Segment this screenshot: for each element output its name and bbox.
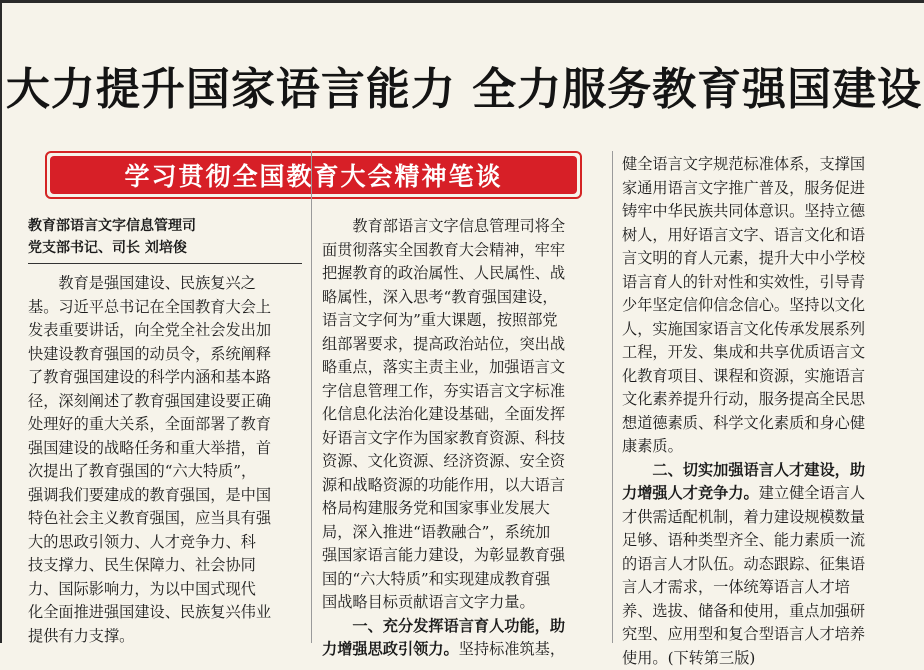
text-line: 教育是强国建设、民族复兴之 — [28, 272, 302, 296]
author-byline — [28, 215, 302, 264]
text-line: 好语言文字作为国家教育资源、科技 — [322, 427, 604, 451]
text-line: 足够、语种类型齐全、能力素质一流 — [622, 529, 906, 553]
article-column-3 — [622, 153, 906, 670]
text-line: 技支撑力、民生保障力、社会协同 — [28, 554, 302, 578]
text-line: 组部署要求，提高政治站位，突出战 — [322, 333, 604, 357]
text-line: 想道德素质、科学文化素质和身心健 — [622, 412, 906, 436]
text-line: 基。习近平总书记在全国教育大会上 — [28, 296, 302, 320]
text-line: 化教育项目、课程和资源，实施语言 — [622, 365, 906, 389]
text-line: 康素质。 — [622, 435, 906, 459]
text-line: 资源、文化资源、经济资源、安全资 — [322, 450, 604, 474]
text-line: 国的“六大特质”和实现建成教育强 — [322, 568, 604, 592]
text-line: 教育部语言文字信息管理司将全 — [322, 215, 604, 239]
text-line: 强调我们要建成的教育强国，是中国 — [28, 484, 302, 508]
section-heading-1-end: 力增强思政引领力。 — [322, 640, 459, 658]
text-line: 家通用语言文字推广普及，服务促进 — [622, 177, 906, 201]
text-line: 人，实施国家语言文化传承发展系列 — [622, 318, 906, 342]
text-line: 局，深入推进“语教融合”，系统加 — [322, 521, 604, 545]
author-title-name: 党支部书记、司长 刘培俊 — [28, 237, 302, 259]
text-line: 快建设教育强国的动员令，系统阐释 — [28, 343, 302, 367]
section-2-text-start: 建立健全语言人 — [759, 484, 865, 502]
continued-note: 使用。(下转第三版) — [622, 647, 906, 670]
text-line: 源和战略资源的功能作用，以大语言 — [322, 474, 604, 498]
text-line: 养、选拔、储备和使用，重点加强研 — [622, 600, 906, 624]
section-heading-2: 二、切实加强语言人才建设，助 — [622, 459, 906, 483]
col1-paragraph — [28, 272, 302, 648]
section-heading-2-end: 力增强人才竞争力。 — [622, 484, 759, 502]
headline: 大力提升国家语言能力 全力服务教育强国建设 — [2, 53, 924, 117]
text-line: 少年坚定信仰信念信心。坚持以文化 — [622, 294, 906, 318]
text-line: 格局构建服务党和国家事业发展大 — [322, 497, 604, 521]
section-heading-1-line2 — [322, 638, 604, 662]
text-line: 化信息化法治化建设基础，全面发挥 — [322, 403, 604, 427]
text-line: 略属性，深入思考“教育强国建设， — [322, 286, 604, 310]
text-line: 强国家语言能力建设，为彰显教育强 — [322, 544, 604, 568]
text-line: 工程，开发、集成和共享优质语言文 — [622, 341, 906, 365]
column-banner — [45, 151, 582, 199]
text-line: 语言文字何为”重大课题，按照部党 — [322, 309, 604, 333]
text-line: 提供有力支撑。 — [28, 625, 302, 649]
text-line: 了教育强国建设的科学内涵和基本路 — [28, 366, 302, 390]
text-line: 才供需适配机制，着力建设规模数量 — [622, 506, 906, 530]
text-line: 化全面推进强国建设、民族复兴伟业 — [28, 601, 302, 625]
section-heading-1: 一、充分发挥语言育人功能，助 — [322, 615, 604, 639]
text-line: 次提出了教育强国的“六大特质”， — [28, 460, 302, 484]
text-line: 的语言人才队伍。动态跟踪、征集语 — [622, 553, 906, 577]
text-line: 国战略目标贡献语言文字力量。 — [322, 591, 604, 615]
column-banner-text: 学习贯彻全国教育大会精神笔谈 — [50, 156, 577, 194]
text-line: 言文明的育人元素，提升大中小学校 — [622, 247, 906, 271]
text-line: 发表重要讲话，向全党全社会发出加 — [28, 319, 302, 343]
text-line: 处理好的重大关系，全面部署了教育 — [28, 413, 302, 437]
text-line: 文化素养提升行动，服务提高全民思 — [622, 388, 906, 412]
section-1-text-start: 坚持标准筑基， — [459, 640, 565, 658]
author-org: 教育部语言文字信息管理司 — [28, 215, 302, 237]
text-line: 言人才需求，一体统筹语言人才培 — [622, 576, 906, 600]
text-line: 力、国际影响力，为以中国式现代 — [28, 578, 302, 602]
section-heading-2-line2 — [622, 482, 906, 506]
column-divider-1 — [311, 151, 312, 643]
text-line: 铸牢中华民族共同体意识。坚持立德 — [622, 200, 906, 224]
text-line: 字信息管理工作，夯实语言文字标准 — [322, 380, 604, 404]
text-line: 语言育人的针对性和实效性，引导青 — [622, 271, 906, 295]
text-line: 面贯彻落实全国教育大会精神，牢牢 — [322, 239, 604, 263]
text-line: 略重点，落实主责主业，加强语言文 — [322, 356, 604, 380]
article-column-2 — [322, 215, 604, 662]
text-line: 大的思政引领力、人才竞争力、科 — [28, 531, 302, 555]
text-line: 树人，用好语言文字、语言文化和语 — [622, 224, 906, 248]
text-line: 把握教育的政治属性、人民属性、战 — [322, 262, 604, 286]
column-divider-2 — [612, 151, 613, 643]
text-line: 健全语言文字规范标准体系，支撑国 — [622, 153, 906, 177]
text-line: 径，深刻阐述了教育强国建设要正确 — [28, 390, 302, 414]
text-line: 究型、应用型和复合型语言人才培养 — [622, 623, 906, 647]
text-line: 特色社会主义教育强国，应当具有强 — [28, 507, 302, 531]
text-line: 强国建设的战略任务和重大举措，首 — [28, 437, 302, 461]
article-column-1 — [28, 215, 302, 648]
